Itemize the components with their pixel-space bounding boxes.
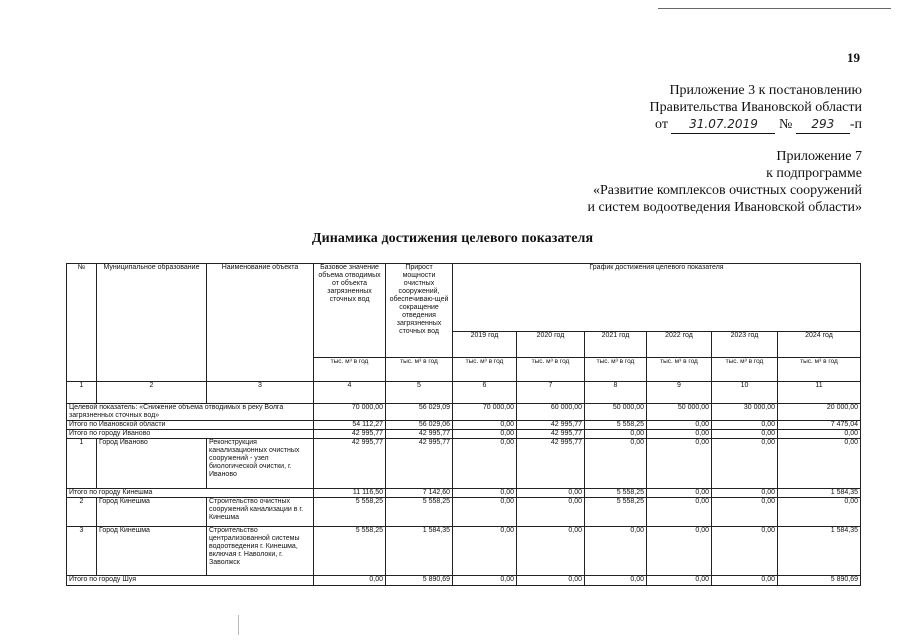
- column-number: 8: [585, 382, 647, 404]
- row-year-value: 0,00: [712, 430, 778, 439]
- header-unit: тыс. м³ в год: [453, 358, 517, 382]
- row-year-value: 7 475,04: [778, 421, 861, 430]
- row-year-value: 0,00: [647, 430, 712, 439]
- row-base-value: 5 558,25: [314, 498, 386, 527]
- row-year-value: 1 584,35: [778, 489, 861, 498]
- row-label: Целевой показатель: «Снижение объема отводимых в реку Волга загрязненных сточных вод»: [67, 404, 314, 421]
- header-year: 2022 год: [647, 332, 712, 358]
- table-row: [67, 489, 861, 498]
- row-number: 1: [67, 439, 97, 489]
- appendix-date-line: [650, 116, 862, 134]
- header-schedule: График достижения целевого показателя: [453, 264, 861, 332]
- row-object: Строительство очистных сооружений канализации в г. Кинешма: [207, 498, 314, 527]
- header-unit: тыс. м³ в год: [647, 358, 712, 382]
- row-growth-value: 42 995,77: [386, 439, 453, 489]
- number-label: №: [778, 117, 793, 132]
- row-municipality: Город Иваново: [97, 439, 207, 489]
- row-year-value: 0,00: [712, 421, 778, 430]
- subprogram-line-3: «Развитие комплексов очистных сооружений: [592, 183, 862, 198]
- row-growth-value: 56 029,09: [386, 404, 453, 421]
- scan-mark: [238, 615, 239, 635]
- row-label: Итого по Ивановской области: [67, 421, 314, 430]
- row-year-value: 0,00: [453, 430, 517, 439]
- appendix-header: [650, 82, 862, 134]
- row-year-value: 1 584,35: [778, 527, 861, 576]
- row-growth-value: 42 995,77: [386, 430, 453, 439]
- row-year-value: 0,00: [712, 489, 778, 498]
- row-year-value: 0,00: [585, 576, 647, 586]
- row-label: Итого по городу Иваново: [67, 430, 314, 439]
- top-border-line: [658, 8, 891, 9]
- column-number: 6: [453, 382, 517, 404]
- header-year: 2021 год: [585, 332, 647, 358]
- row-year-value: 50 000,00: [585, 404, 647, 421]
- handwritten-number: 293: [796, 116, 850, 134]
- row-year-value: 0,00: [453, 498, 517, 527]
- row-growth-value: 5 890,69: [386, 576, 453, 586]
- row-base-value: 0,00: [314, 576, 386, 586]
- row-base-value: 54 112,27: [314, 421, 386, 430]
- header-municipality: Муниципальное образование: [97, 264, 207, 382]
- header-base: Базовое значение объема отводимых от объекта загрязненных сточных вод: [314, 264, 386, 358]
- row-year-value: 0,00: [712, 527, 778, 576]
- column-number: 2: [97, 382, 207, 404]
- row-label: Итого по городу Кинешма: [67, 489, 314, 498]
- row-growth-value: 56 029,06: [386, 421, 453, 430]
- row-year-value: 0,00: [647, 498, 712, 527]
- row-base-value: 42 995,77: [314, 439, 386, 489]
- column-number: 4: [314, 382, 386, 404]
- row-year-value: 0,00: [453, 439, 517, 489]
- row-year-value: 0,00: [517, 489, 585, 498]
- row-year-value: 5 558,25: [585, 489, 647, 498]
- row-base-value: 11 116,50: [314, 489, 386, 498]
- column-number: 1: [67, 382, 97, 404]
- row-year-value: 5 890,69: [778, 576, 861, 586]
- appendix-line-1: Приложение 3 к постановлению: [669, 83, 862, 98]
- row-year-value: 0,00: [778, 498, 861, 527]
- column-number: 10: [712, 382, 778, 404]
- row-label: Итого по городу Шуя: [67, 576, 314, 586]
- row-year-value: 30 000,00: [712, 404, 778, 421]
- row-year-value: 0,00: [517, 527, 585, 576]
- header-num: №: [67, 264, 97, 382]
- header-unit: тыс. м³ в год: [314, 358, 386, 382]
- row-year-value: 5 558,25: [585, 498, 647, 527]
- row-year-value: 0,00: [585, 430, 647, 439]
- row-year-value: 42 995,77: [517, 430, 585, 439]
- row-growth-value: 1 584,35: [386, 527, 453, 576]
- table-row: [67, 404, 861, 421]
- subprogram-header: [588, 148, 862, 216]
- table-row: [67, 527, 861, 576]
- row-year-value: 0,00: [585, 527, 647, 576]
- row-year-value: 42 995,77: [517, 439, 585, 489]
- header-year: 2023 год: [712, 332, 778, 358]
- table-row: [67, 439, 861, 489]
- column-number: 9: [647, 382, 712, 404]
- row-year-value: 20 000,00: [778, 404, 861, 421]
- row-year-value: 0,00: [647, 439, 712, 489]
- header-unit: тыс. м³ в год: [778, 358, 861, 382]
- row-year-value: 0,00: [647, 576, 712, 586]
- header-year: 2019 год: [453, 332, 517, 358]
- table-row: [67, 576, 861, 586]
- subprogram-line-1: Приложение 7: [776, 149, 862, 164]
- row-year-value: 0,00: [647, 527, 712, 576]
- row-municipality: Город Кинешма: [97, 527, 207, 576]
- row-municipality: Город Кинешма: [97, 498, 207, 527]
- header-unit: тыс. м³ в год: [386, 358, 453, 382]
- header-year: 2024 год: [778, 332, 861, 358]
- row-base-value: 5 558,25: [314, 527, 386, 576]
- row-base-value: 42 995,77: [314, 430, 386, 439]
- row-year-value: 0,00: [517, 576, 585, 586]
- table-row: [67, 498, 861, 527]
- row-growth-value: 7 142,60: [386, 489, 453, 498]
- row-year-value: 0,00: [453, 489, 517, 498]
- row-year-value: 0,00: [712, 439, 778, 489]
- row-year-value: 0,00: [778, 439, 861, 489]
- row-year-value: 0,00: [778, 430, 861, 439]
- row-year-value: 0,00: [585, 439, 647, 489]
- number-suffix: -п: [849, 117, 862, 132]
- from-label: от: [655, 117, 668, 132]
- row-year-value: 0,00: [712, 576, 778, 586]
- subprogram-line-2: к подпрограмме: [766, 166, 862, 181]
- table-row: [67, 421, 861, 430]
- row-year-value: 0,00: [453, 576, 517, 586]
- page-number: 19: [847, 50, 860, 65]
- row-year-value: 0,00: [647, 489, 712, 498]
- row-number: 2: [67, 498, 97, 527]
- row-year-value: 70 000,00: [453, 404, 517, 421]
- column-number: 7: [517, 382, 585, 404]
- table-row: [67, 430, 861, 439]
- row-number: 3: [67, 527, 97, 576]
- row-growth-value: 5 558,25: [386, 498, 453, 527]
- row-base-value: 70 000,00: [314, 404, 386, 421]
- header-year: 2020 год: [517, 332, 585, 358]
- header-unit: тыс. м³ в год: [517, 358, 585, 382]
- column-number: 3: [207, 382, 314, 404]
- row-object: Строительство централизованной системы водоотведения г. Кинешма, включая г. Наволоки, г. Заволжск: [207, 527, 314, 576]
- header-object: Наименование объекта: [207, 264, 314, 382]
- document-title: Динамика достижения целевого показателя: [311, 231, 594, 246]
- header-unit: тыс. м³ в год: [712, 358, 778, 382]
- subprogram-line-4: и систем водоотведения Ивановской области»: [587, 200, 862, 215]
- header-growth: Прирост мощности очистных сооружений, обеспечиваю-щей сокращение отведения загрязненных сточных вод: [386, 264, 453, 358]
- appendix-line-2: Правительства Ивановской области: [649, 100, 862, 115]
- row-year-value: 0,00: [453, 421, 517, 430]
- row-year-value: 50 000,00: [647, 404, 712, 421]
- column-number: 11: [778, 382, 861, 404]
- row-year-value: 60 000,00: [517, 404, 585, 421]
- row-year-value: 0,00: [453, 527, 517, 576]
- row-year-value: 0,00: [517, 498, 585, 527]
- row-year-value: 42 995,77: [517, 421, 585, 430]
- row-object: Реконструкция канализационных очистных сооружений - узел биологической очистки, г. Иваново: [207, 439, 314, 489]
- row-year-value: 0,00: [647, 421, 712, 430]
- target-indicator-table: [66, 263, 861, 586]
- row-year-value: 0,00: [712, 498, 778, 527]
- handwritten-date: 31.07.2019: [671, 116, 775, 134]
- header-unit: тыс. м³ в год: [585, 358, 647, 382]
- column-number: 5: [386, 382, 453, 404]
- row-year-value: 5 558,25: [585, 421, 647, 430]
